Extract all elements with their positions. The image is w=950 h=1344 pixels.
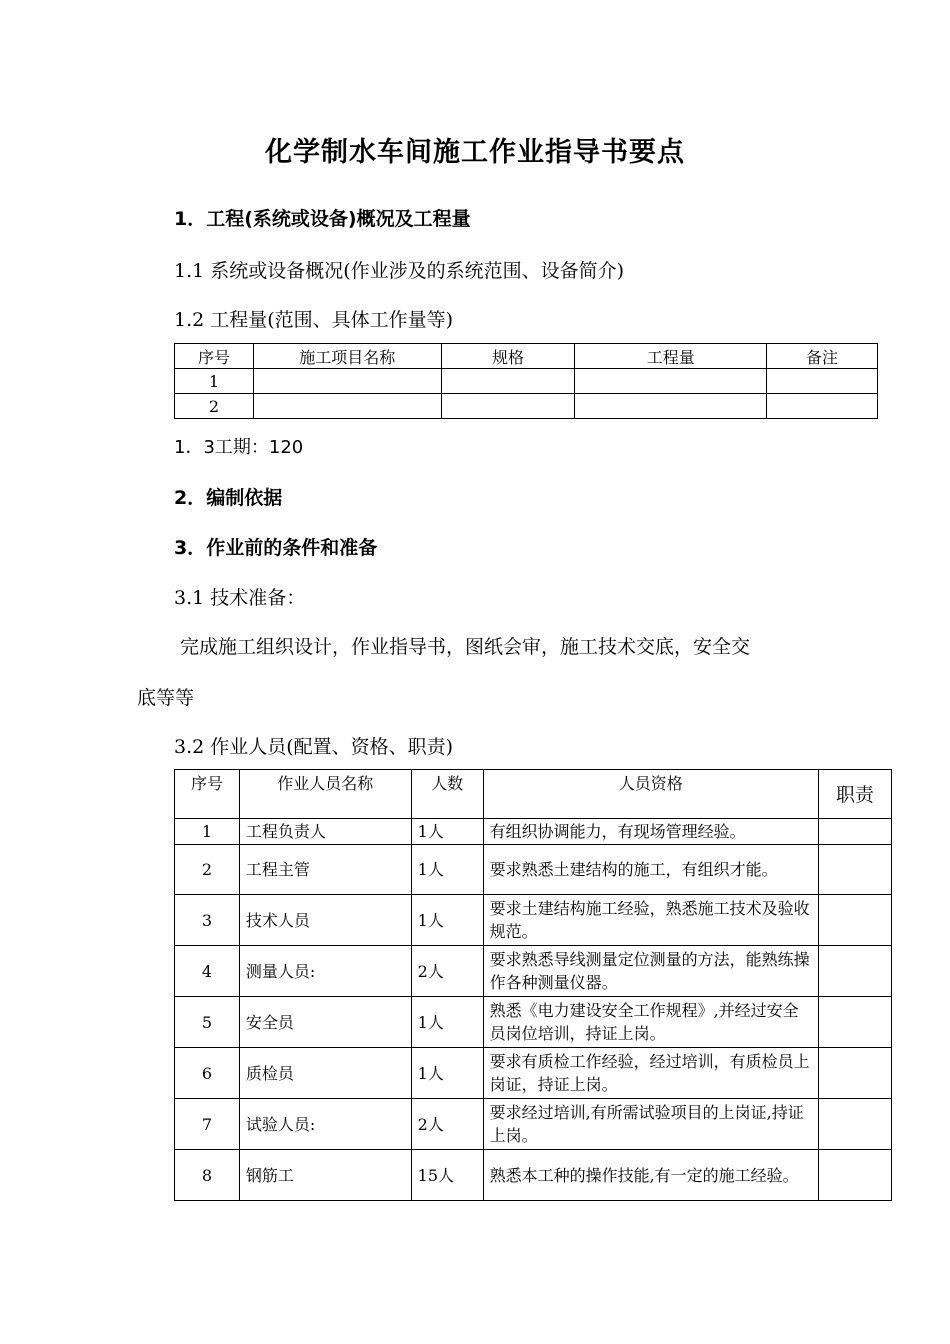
header-cell: 作业人员名称 <box>239 770 411 819</box>
table-row <box>175 819 892 845</box>
table-cell: 熟悉《电力建设安全工作规程》,并经过安全员岗位培训，持证上岗。 <box>483 997 818 1048</box>
table-cell: 测量人员: <box>239 946 411 997</box>
section-1-3: 1．3工期：120 <box>174 437 304 458</box>
header-cell: 规格 <box>441 344 575 369</box>
table-cell: 15人 <box>411 1150 483 1201</box>
section-3-1: 3.1 技术准备： <box>174 587 306 609</box>
table-cell: 2人 <box>411 946 483 997</box>
table-cell: 2 <box>175 845 240 895</box>
table-cell: 要求经过培训,有所需试验项目的上岗证,持证上岗。 <box>483 1099 818 1150</box>
table-cell: 钢筋工 <box>239 1150 411 1201</box>
table-cell: 1 <box>175 369 254 394</box>
table-cell: 7 <box>175 1099 240 1150</box>
table-cell <box>819 997 892 1048</box>
table-cell: 熟悉本工种的操作技能,有一定的施工经验。 <box>483 1150 818 1201</box>
table-cell <box>441 369 575 394</box>
header-cell: 人员资格 <box>483 770 818 819</box>
header-cell: 工程量 <box>575 344 767 369</box>
table-header-row <box>175 344 878 369</box>
table-cell <box>253 369 441 394</box>
table-cell: 技术人员 <box>239 895 411 946</box>
table-cell: 要求土建结构施工经验，熟悉施工技术及验收规范。 <box>483 895 818 946</box>
paragraph-line-2: 底等等 <box>137 687 195 709</box>
table-row <box>175 845 892 895</box>
table-cell: 2 <box>175 394 254 419</box>
table-cell: 工程主管 <box>239 845 411 895</box>
section-1-heading: 1．工程(系统或设备)概况及工程量 <box>174 208 471 230</box>
personnel-table <box>174 769 892 1201</box>
table-row <box>175 1150 892 1201</box>
table-cell: 安全员 <box>239 997 411 1048</box>
workload-table <box>174 343 878 419</box>
section-2-heading: 2．编制依据 <box>174 487 283 509</box>
header-cell: 职责 <box>819 770 892 819</box>
header-cell: 序号 <box>175 770 240 819</box>
section-3-2: 3.2 作业人员(配置、资格、职责) <box>174 736 454 758</box>
table-cell: 1人 <box>411 997 483 1048</box>
table-cell <box>767 394 878 419</box>
table-cell: 1人 <box>411 819 483 845</box>
table-cell: 1人 <box>411 845 483 895</box>
header-cell: 序号 <box>175 344 254 369</box>
table-header-row <box>175 770 892 819</box>
table-cell: 1 <box>175 819 240 845</box>
table-cell: 试验人员: <box>239 1099 411 1150</box>
table-cell <box>819 1048 892 1099</box>
table-cell: 5 <box>175 997 240 1048</box>
table-cell <box>819 819 892 845</box>
table-cell: 4 <box>175 946 240 997</box>
table-cell: 1人 <box>411 1048 483 1099</box>
table-cell: 要求有质检工作经验，经过培训，有质检员上岗证，持证上岗。 <box>483 1048 818 1099</box>
table-row <box>175 946 892 997</box>
table-row <box>175 895 892 946</box>
header-cell: 施工项目名称 <box>253 344 441 369</box>
table-row <box>175 1048 892 1099</box>
page-title: 化学制水车间施工作业指导书要点 <box>265 137 685 168</box>
header-cell: 备注 <box>767 344 878 369</box>
table-cell: 1人 <box>411 895 483 946</box>
table-cell: 6 <box>175 1048 240 1099</box>
table-row <box>175 369 878 394</box>
table-row <box>175 1099 892 1150</box>
section-1-2: 1.2 工程量(范围、具体工作量等) <box>174 309 454 331</box>
table-cell <box>819 895 892 946</box>
table-cell: 有组织协调能力，有现场管理经验。 <box>483 819 818 845</box>
table-cell: 8 <box>175 1150 240 1201</box>
table-cell: 要求熟悉土建结构的施工，有组织才能。 <box>483 845 818 895</box>
table-cell: 要求熟悉导线测量定位测量的方法，能熟练操作各种测量仪器。 <box>483 946 818 997</box>
section-1-1: 1.1 系统或设备概况(作业涉及的系统范围、设备简介) <box>174 260 625 282</box>
table-cell: 3 <box>175 895 240 946</box>
table-cell <box>819 845 892 895</box>
table-cell <box>441 394 575 419</box>
table-cell: 质检员 <box>239 1048 411 1099</box>
table-cell <box>819 1150 892 1201</box>
table-cell <box>575 369 767 394</box>
table-cell: 2人 <box>411 1099 483 1150</box>
paragraph-line-1: 完成施工组织设计，作业指导书，图纸会审，施工技术交底，安全交 <box>180 636 751 658</box>
table-row <box>175 394 878 419</box>
table-cell <box>253 394 441 419</box>
table-row <box>175 997 892 1048</box>
table-cell <box>819 946 892 997</box>
section-3-heading: 3．作业前的条件和准备 <box>174 537 378 559</box>
table-cell <box>575 394 767 419</box>
table-cell: 工程负责人 <box>239 819 411 845</box>
table-cell <box>767 369 878 394</box>
header-cell: 人数 <box>411 770 483 819</box>
table-cell <box>819 1099 892 1150</box>
